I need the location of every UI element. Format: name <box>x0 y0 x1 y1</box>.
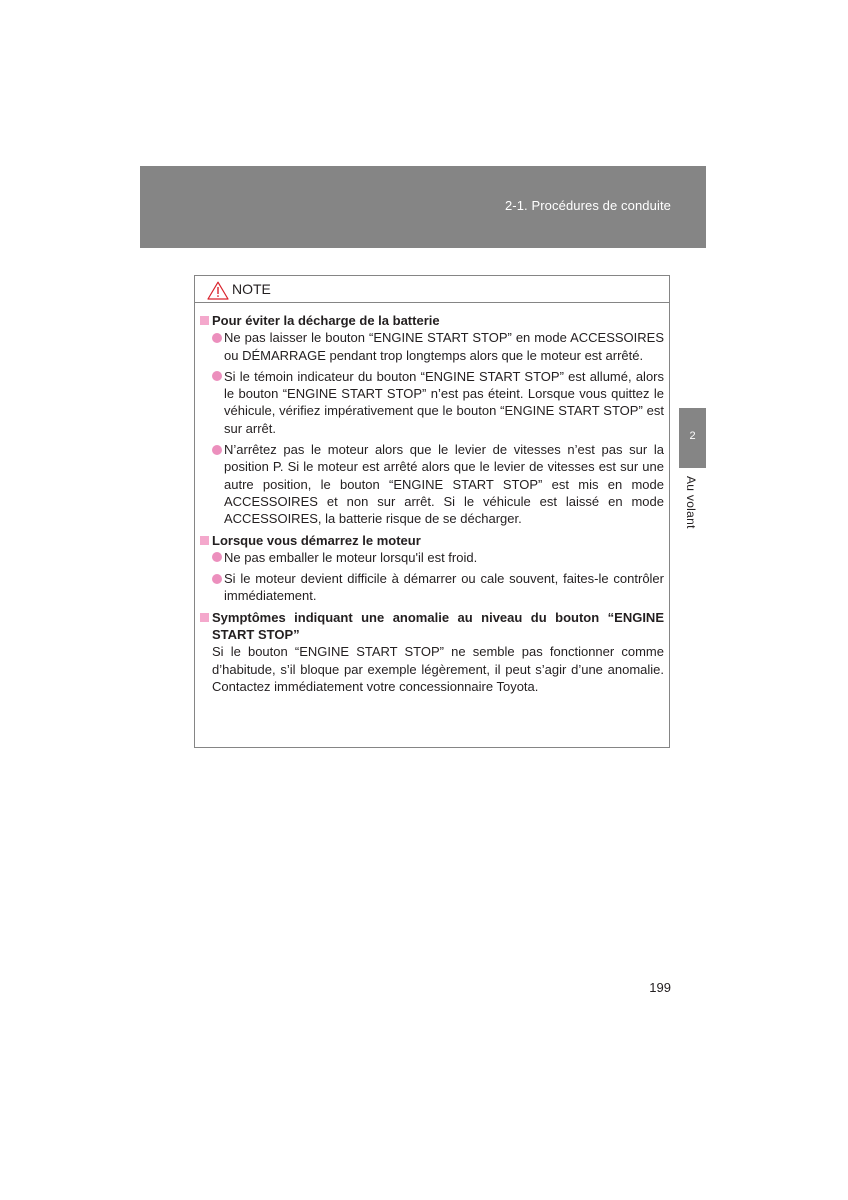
round-bullet-icon <box>212 371 222 381</box>
chapter-label: Au volant <box>684 476 698 529</box>
section-symptoms <box>198 609 664 695</box>
section-text: Si le bouton “ENGINE START STOP” ne semble pas fonctionner comme d’habitude, s’il bloque par exemple légèrement, il peut s’agir d’une anomalie. Contactez immédiatement votre concessionnaire Toyota. <box>212 644 664 694</box>
chapter-tab <box>679 408 706 468</box>
round-bullet-icon <box>212 333 222 343</box>
note-box <box>194 275 670 748</box>
square-bullet-icon <box>200 613 209 622</box>
chapter-number: 2 <box>689 430 696 442</box>
note-body <box>195 303 669 695</box>
section-battery <box>198 312 664 528</box>
list-item: N’arrêtez pas le moteur alors que le levier de vitesses n’est pas sur la position P. Si le moteur est arrêté alors que le levier de vitesses est sur une autre position, le bouton “ENGINE START STOP” est mis en mode ACCESSOIRES et non sur arrêt. Si le véhicule est laissé en mode ACCESSOIRES, la batterie risque de se décharger. <box>212 441 664 527</box>
note-title: NOTE <box>232 281 271 297</box>
list-item: Si le témoin indicateur du bouton “ENGINE START STOP” est allumé, alors le bouton “ENGINE START STOP” n’est pas éteint. Lorsque vous quittez le véhicule, vérifiez impérativement que le bouton “ENGINE START STOP” est sur arrêt. <box>212 368 664 437</box>
round-bullet-icon <box>212 574 222 584</box>
page-number: 199 <box>649 980 671 995</box>
section-heading: Pour éviter la décharge de la batterie <box>212 313 440 328</box>
section-heading: Symptômes indiquant une anomalie au niveau du bouton “ENGINE START STOP” <box>212 609 664 643</box>
note-header <box>195 276 669 303</box>
list-item: Ne pas laisser le bouton “ENGINE START STOP” en mode ACCESSOIRES ou DÉMARRAGE pendant trop longtemps alors que le moteur est arrêté. <box>212 329 664 364</box>
list-item: Ne pas emballer le moteur lorsqu'il est froid. <box>212 549 664 566</box>
section-title: 2-1. Procédures de conduite <box>504 198 671 213</box>
warning-triangle-icon <box>207 281 229 300</box>
round-bullet-icon <box>212 445 222 455</box>
round-bullet-icon <box>212 552 222 562</box>
section-starting <box>198 532 664 605</box>
section-heading: Lorsque vous démarrez le moteur <box>212 532 421 548</box>
header-band <box>140 166 706 248</box>
list-item: Si le moteur devient difficile à démarrer ou cale souvent, faites-le contrôler immédiatement. <box>212 570 664 605</box>
square-bullet-icon <box>200 316 209 325</box>
square-bullet-icon <box>200 536 209 545</box>
